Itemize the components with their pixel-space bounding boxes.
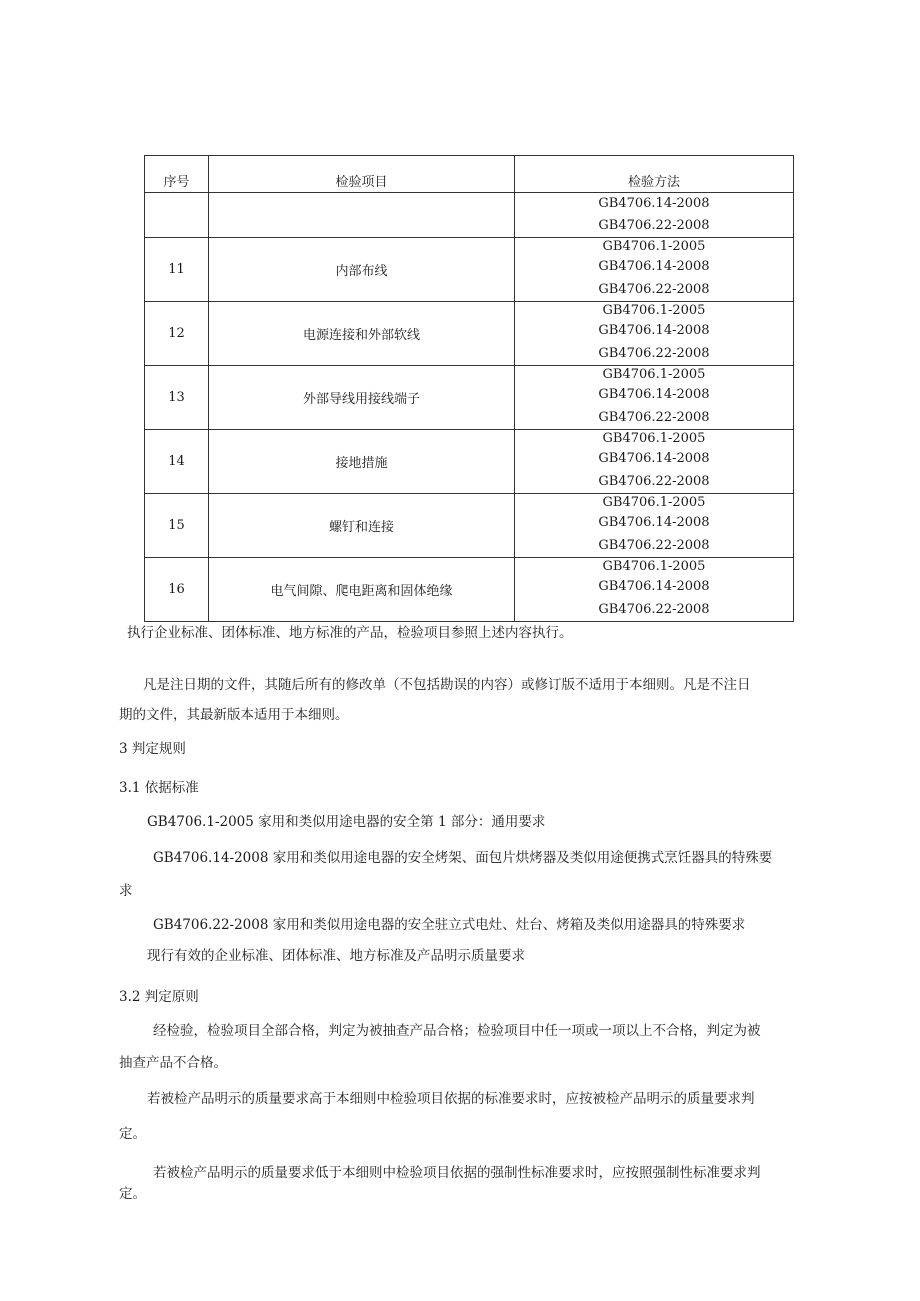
row-methods [515, 302, 794, 366]
method-standard: GB4706.22-2008 [598, 282, 710, 297]
row-methods [515, 430, 794, 494]
method-standard: GB4706.22-2008 [598, 410, 710, 425]
table-note: 执行企业标准、团体标准、地方标准的产品，检验项目参照上述内容执行。 [127, 625, 573, 641]
row-seq: 16 [145, 558, 209, 622]
method-standard: GB4706.22-2008 [598, 602, 710, 617]
principle-3-line-2: 定。 [119, 1186, 146, 1202]
row-seq: 11 [145, 238, 209, 302]
method-standard: GB4706.1-2005 [602, 303, 706, 318]
row-methods [515, 238, 794, 302]
principle-1-line-2: 抽查产品不合格。 [119, 1055, 227, 1071]
method-standard: GB4706.1-2005 [602, 495, 706, 510]
table-row [145, 302, 794, 366]
principle-2-line-1: 若被检产品明示的质量要求高于本细则中检验项目依据的标准要求时，应按被检产品明示的质量要求判 [147, 1091, 755, 1107]
row-methods [515, 558, 794, 622]
method-standard: GB4706.14-2008 [598, 323, 710, 338]
standard-1: GB4706.1-2005 家用和类似用途电器的安全第 1 部分：通用要求 [147, 814, 546, 830]
method-standard: GB4706.22-2008 [598, 346, 710, 361]
row-seq: 12 [145, 302, 209, 366]
row-item: 接地措施 [209, 430, 515, 494]
section-3-1-heading: 3.1 依据标准 [119, 780, 199, 796]
standard-2-line-2: 求 [119, 883, 133, 899]
section-3-2-heading: 3.2 判定原则 [119, 989, 199, 1005]
table-row [145, 193, 794, 238]
inspection-table [144, 155, 794, 622]
row-item: 外部导线用接线端子 [209, 366, 515, 430]
header-method: 检验方法 [515, 156, 794, 193]
section-3-heading: 3 判定规则 [119, 741, 186, 757]
header-seq: 序号 [145, 156, 209, 193]
method-standard: GB4706.22-2008 [598, 538, 710, 553]
row-seq: 15 [145, 494, 209, 558]
dated-docs-line-2: 期的文件，其最新版本适用于本细则。 [119, 707, 349, 723]
table-row [145, 494, 794, 558]
row-item: 电源连接和外部软线 [209, 302, 515, 366]
method-standard: GB4706.14-2008 [598, 579, 710, 594]
table-row [145, 238, 794, 302]
principle-1-line-1: 经检验，检验项目全部合格，判定为被抽查产品合格；检验项目中任一项或一项以上不合格，判定为被 [153, 1023, 761, 1039]
standard-3: GB4706.22-2008 家用和类似用途电器的安全驻立式电灶、灶台、烤箱及类似用途器具的特殊要求 [153, 917, 746, 933]
row-methods [515, 494, 794, 558]
row-item: 电气间隙、爬电距离和固体绝缘 [209, 558, 515, 622]
method-standard: GB4706.1-2005 [602, 367, 706, 382]
table-row [145, 366, 794, 430]
method-standard: GB4706.1-2005 [602, 559, 706, 574]
table-header-row [145, 156, 794, 193]
method-standard: GB4706.1-2005 [602, 431, 706, 446]
row-item: 内部布线 [209, 238, 515, 302]
method-standard: GB4706.14-2008 [598, 387, 710, 402]
row-item [209, 193, 515, 238]
method-standard: GB4706.1-2005 [602, 239, 706, 254]
row-methods [515, 366, 794, 430]
dated-docs-line-1: 凡是注日期的文件，其随后所有的修改单（不包括勘误的内容）或修订版不适用于本细则。凡是不注日 [143, 677, 751, 693]
method-standard: GB4706.14-2008 [598, 515, 710, 530]
row-seq [145, 193, 209, 238]
table-row [145, 558, 794, 622]
principle-2-line-2: 定。 [119, 1126, 146, 1142]
row-seq: 13 [145, 366, 209, 430]
principle-3-line-1: 若被检产品明示的质量要求低于本细则中检验项目依据的强制性标准要求时，应按照强制性标准要求判 [153, 1165, 761, 1181]
table-row [145, 430, 794, 494]
method-standard: GB4706.14-2008 [598, 451, 710, 466]
header-item: 检验项目 [209, 156, 515, 193]
row-methods [515, 193, 794, 238]
method-standard: GB4706.22-2008 [598, 218, 710, 233]
standard-4: 现行有效的企业标准、团体标准、地方标准及产品明示质量要求 [147, 948, 525, 964]
method-standard: GB4706.14-2008 [598, 196, 710, 211]
method-standard: GB4706.22-2008 [598, 474, 710, 489]
row-item: 螺钉和连接 [209, 494, 515, 558]
standard-2-line-1: GB4706.14-2008 家用和类似用途电器的安全烤架、面包片烘烤器及类似用途便携式烹饪器具的特殊要 [153, 850, 773, 866]
row-seq: 14 [145, 430, 209, 494]
method-standard: GB4706.14-2008 [598, 259, 710, 274]
